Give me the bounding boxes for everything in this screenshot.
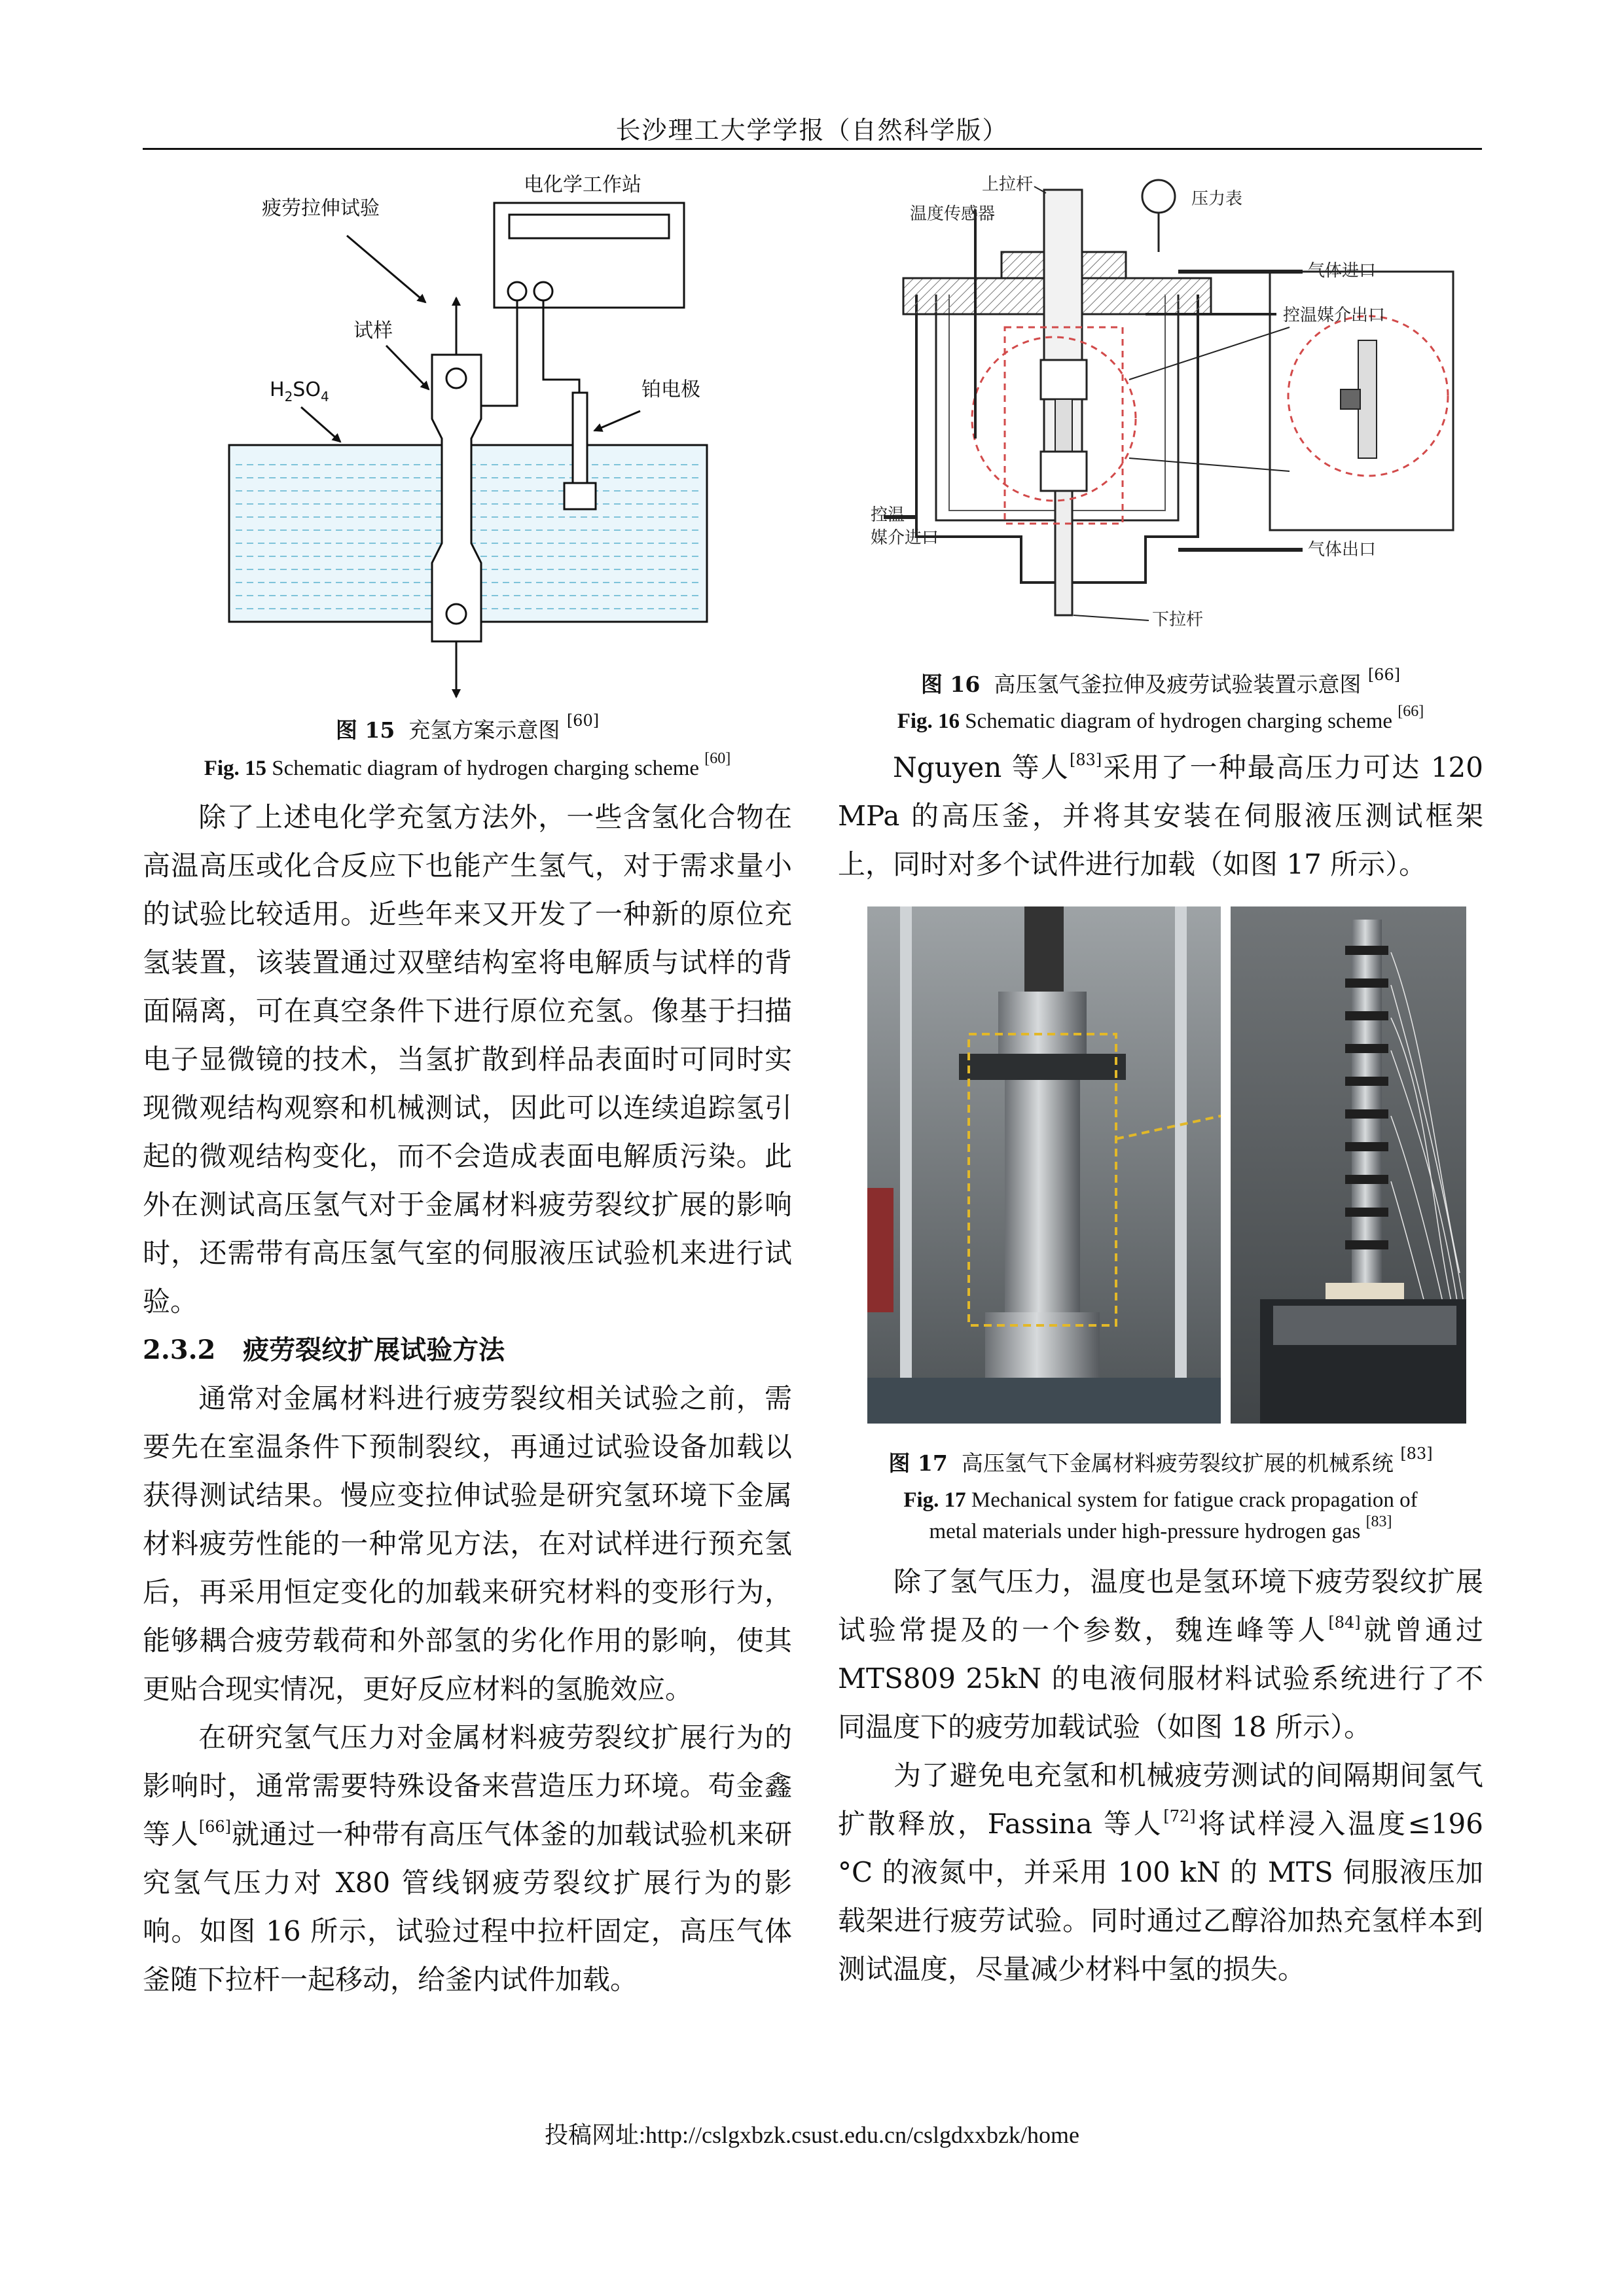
- fig16-diagram: [871, 164, 1460, 641]
- right-paragraph-1: Nguyen 等人[83]采用了一种最高压力可达 120 MPa 的高压釜，并将其安装在伺服液压测试框架上，同时对多个试件进行加载（如图 17 所示）。: [838, 751, 1483, 880]
- left-paragraph-3: 在研究氢气压力对金属材料疲劳裂纹扩展行为的影响时，通常需要特殊设备来营造压力环境。苟金鑫等人[66]就通过一种带有高压气体釜的加载试验机来研究氢气压力对 X80 管线钢疲劳裂纹扩展行为的影响。如图 16 所示，试验过程中拉杆固定，高压气体釜随下拉杆一起移动，给釜内试件加载。: [143, 1721, 792, 1996]
- fig16-caption-cn: 图 16 高压氢气釜拉伸及疲劳试验装置示意图 [66]: [920, 666, 1401, 697]
- fig17-caption-cn: 图 17 高压氢气下金属材料疲劳裂纹扩展的机械系统 [83]: [888, 1444, 1433, 1476]
- fig16-label-medium-outlet: 控温媒介出口: [1283, 306, 1386, 325]
- fig15-diagram: [216, 164, 733, 707]
- fig15-label-specimen: 试样: [353, 319, 393, 342]
- left-paragraph-2: 通常对金属材料进行疲劳裂纹相关试验之前，需要先在室温条件下预制裂纹，再通过试验设备加载以获得测试结果。慢应变拉伸试验是研究氢环境下金属材料疲劳性能的一种常见方法，在对试样进行预充氢后，再采用恒定变化的加载来研究材料的变形行为，能够耦合疲劳载荷和外部氢的劣化作用的影响，使其更贴合现实情况，更好反应材料的氢脆效应。: [143, 1382, 792, 1705]
- journal-header: 长沙理工大学学报（自然科学版）: [615, 116, 1009, 145]
- fig16-label-medium-inlet-1: 控温: [871, 505, 905, 525]
- platinum-electrode: [573, 393, 587, 484]
- fig16-label-gas-outlet: 气体出口: [1308, 540, 1377, 560]
- submission-url-footer: 投稿网址:http://cslgxbzk.csust.edu.cn/cslgdxxbzk/home: [545, 2122, 1079, 2148]
- fig16-label-upper-rod: 上拉杆: [982, 175, 1034, 194]
- right-paragraph-1-block: [838, 744, 1483, 889]
- fig15-label-workstation: 电化学工作站: [524, 173, 641, 196]
- right-text-lower: [838, 1558, 1483, 1994]
- fig16-caption-en: Fig. 16 Schematic diagram of hydrogen charging scheme [66]: [897, 703, 1424, 733]
- header-rule: [143, 148, 1482, 150]
- right-paragraph-2: 除了氢气压力，温度也是氢环境下疲劳裂纹扩展试验常提及的一个参数，魏连峰等人[84]就曾通过 MTS809 25kN 的电液伺服材料试验系统进行了不同温度下的疲劳加载试验（如图 18 所示）。: [838, 1566, 1483, 1743]
- fig17-photos: [867, 906, 1466, 1424]
- fig15-label-platinum: 铂电极: [641, 378, 700, 401]
- fig15-label-fatigue: 疲劳拉伸试验: [262, 197, 380, 220]
- fig15-caption-en: Fig. 15 Schematic diagram of hydrogen charging scheme [60]: [204, 750, 731, 780]
- section-heading: 2.3.2 疲劳裂纹扩展试验方法: [143, 1335, 505, 1365]
- right-paragraph-3: 为了避免电充氢和机械疲劳测试的间隔期间氢气扩散释放，Fassina 等人[72]将试样浸入温度≤196 °C 的液氮中，并采用 100 kN 的 MTS 伺服液压加载架进行疲劳试验。同时通过乙醇浴加热充氢样本到测试温度，尽量减少材料中氢的损失。: [838, 1759, 1483, 1985]
- left-column-text: [143, 793, 792, 2004]
- fig16-label-gas-inlet: 气体进口: [1308, 261, 1377, 281]
- fig17-caption-en: Fig. 17 Mechanical system for fatigue crack propagation of metal materials under high-pressure hydrogen gas [83]: [903, 1488, 1418, 1543]
- fig16-label-pressure-gauge: 压力表: [1191, 189, 1243, 209]
- left-paragraph-1: 除了上述电化学充氢方法外，一些含氢化合物在高温高压或化合反应下也能产生氢气，对于需求量小的试验比较适用。近些年来又开发了一种新的原位充氢装置，该装置通过双壁结构室将电解质与试样的背面隔离，可在真空条件下进行原位充氢。像基于扫描电子显微镜的技术，当氢扩散到样品表面时可同时实现微观结构观察和机械测试，因此可以连续追踪氢引起的微观结构变化，而不会造成表面电解质污染。此外在测试高压氢气对于金属材料疲劳裂纹扩展的影响时，还需带有高压氢气室的伺服液压试验机来进行试验。: [143, 801, 792, 1318]
- fig15-caption-cn: 图 15 充氢方案示意图 [60]: [335, 711, 600, 743]
- fig16-label-medium-inlet-2: 媒介进口: [871, 528, 939, 548]
- fig16-label-lower-rod: 下拉杆: [1152, 610, 1204, 630]
- fig15-label-electrolyte: $H_2SO_4$: [270, 378, 329, 404]
- fig16-label-temp-sensor: 温度传感器: [910, 204, 996, 224]
